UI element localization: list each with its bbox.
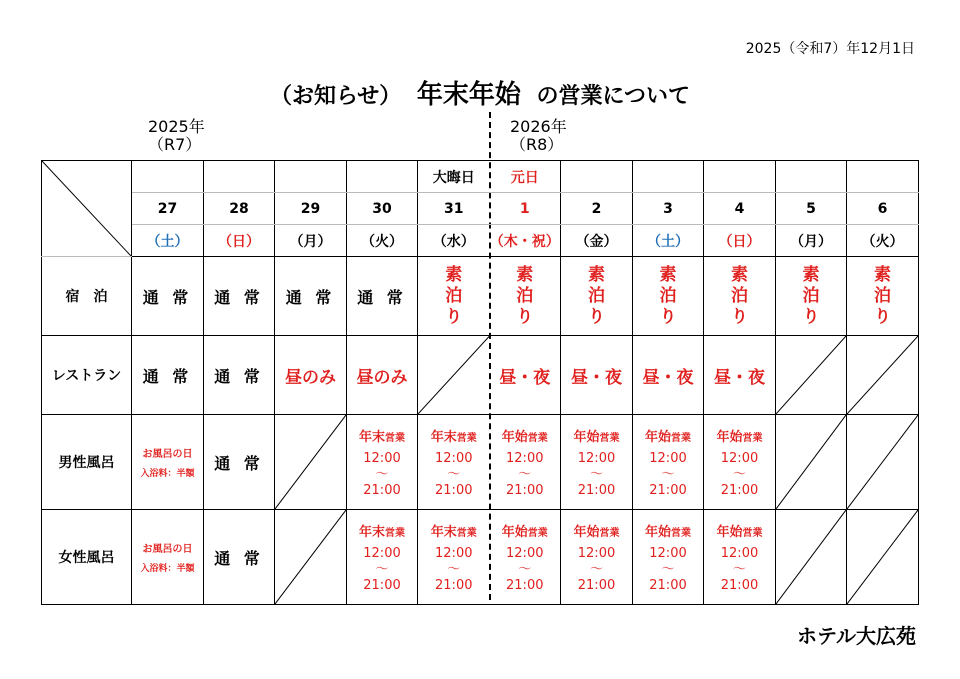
title-main: 年末年始 — [416, 80, 521, 110]
day-number-row — [42, 193, 919, 225]
weekday-label: （月） — [776, 225, 847, 257]
restaurant-normal: 通 常 — [132, 336, 204, 415]
womens-bath-closed — [776, 510, 847, 605]
holiday-cell — [776, 161, 847, 193]
mens-bath-new-year: 年始営業 12:00 ～ 21:00 — [490, 415, 561, 510]
restaurant-lunch-only: 昼のみ — [347, 336, 418, 415]
womens-bath-year-end: 年末営業 12:00 ～ 21:00 — [418, 510, 490, 605]
year-2026: 2026年 — [510, 117, 567, 136]
holiday-cell — [704, 161, 776, 193]
stay-room-only: 素 泊 り — [633, 257, 704, 336]
weekday-label: （日） — [704, 225, 776, 257]
schedule-table — [41, 160, 919, 605]
row-label-mens-bath: 男性風呂 — [42, 415, 132, 510]
restaurant-lunch-dinner: 昼・夜 — [633, 336, 704, 415]
weekday-label: （火） — [347, 225, 418, 257]
notice-date: 2025（令和7）年12月1日 — [745, 41, 915, 57]
holiday-cell — [561, 161, 633, 193]
holiday-cell — [275, 161, 347, 193]
weekday-label: （金） — [561, 225, 633, 257]
stay-normal: 通 常 — [347, 257, 418, 336]
womens-bath-new-year: 年始営業 12:00 ～ 21:00 — [561, 510, 633, 605]
era-r8: （R8） — [510, 135, 564, 154]
title-prefix: （お知らせ） — [269, 84, 402, 109]
year-2026-label — [510, 118, 567, 154]
restaurant-closed — [847, 336, 919, 415]
stay-row — [42, 257, 919, 336]
mens-bath-closed — [776, 415, 847, 510]
mens-bath-new-year: 年始営業 12:00 ～ 21:00 — [704, 415, 776, 510]
weekday-label: （火） — [847, 225, 919, 257]
title-suffix: の営業について — [536, 84, 691, 109]
womens-bath-new-year: 年始営業 12:00 ～ 21:00 — [704, 510, 776, 605]
holiday-cell — [633, 161, 704, 193]
holiday-cell — [847, 161, 919, 193]
day-number: 30 — [347, 193, 418, 225]
era-r7: （R7） — [148, 135, 202, 154]
weekday-row — [42, 225, 919, 257]
mens-bath-day: お風呂の日 入浴料：半額 — [132, 415, 204, 510]
womens-bath-new-year: 年始営業 12:00 ～ 21:00 — [490, 510, 561, 605]
hotel-name: ホテル大広苑 — [797, 624, 916, 648]
mens-bath-new-year: 年始営業 12:00 ～ 21:00 — [561, 415, 633, 510]
stay-room-only: 素 泊 り — [704, 257, 776, 336]
stay-room-only: 素 泊 り — [418, 257, 490, 336]
year-2025: 2025年 — [148, 117, 205, 136]
row-label-womens-bath: 女性風呂 — [42, 510, 132, 605]
day-number: 1 — [490, 193, 561, 225]
womens-bath-closed — [275, 510, 347, 605]
restaurant-normal: 通 常 — [204, 336, 275, 415]
holiday-cell — [204, 161, 275, 193]
mens-bath-closed — [275, 415, 347, 510]
day-number: 31 — [418, 193, 490, 225]
stay-room-only: 素 泊 り — [776, 257, 847, 336]
stay-room-only: 素 泊 り — [490, 257, 561, 336]
mens-bath-new-year: 年始営業 12:00 ～ 21:00 — [633, 415, 704, 510]
day-number: 3 — [633, 193, 704, 225]
stay-normal: 通 常 — [204, 257, 275, 336]
year-2025-label — [148, 118, 205, 154]
row-label-stay: 宿 泊 — [42, 257, 132, 336]
holiday-cell — [132, 161, 204, 193]
mens-bath-year-end: 年末営業 12:00 ～ 21:00 — [418, 415, 490, 510]
restaurant-lunch-dinner: 昼・夜 — [490, 336, 561, 415]
weekday-label: （日） — [204, 225, 275, 257]
row-label-restaurant: レストラン — [42, 336, 132, 415]
day-number: 28 — [204, 193, 275, 225]
day-number: 4 — [704, 193, 776, 225]
weekday-label: （土） — [633, 225, 704, 257]
mens-bath-row — [42, 415, 919, 510]
restaurant-lunch-dinner: 昼・夜 — [561, 336, 633, 415]
restaurant-closed — [418, 336, 490, 415]
womens-bath-normal: 通 常 — [204, 510, 275, 605]
stay-room-only: 素 泊 り — [847, 257, 919, 336]
day-number: 6 — [847, 193, 919, 225]
stay-room-only: 素 泊 り — [561, 257, 633, 336]
holiday-cell — [347, 161, 418, 193]
womens-bath-new-year: 年始営業 12:00 ～ 21:00 — [633, 510, 704, 605]
mens-bath-year-end: 年末営業 12:00 ～ 21:00 — [347, 415, 418, 510]
weekday-label: （水） — [418, 225, 490, 257]
holiday-cell-omisoka: 大晦日 — [418, 161, 490, 193]
restaurant-row — [42, 336, 919, 415]
weekday-label: （月） — [275, 225, 347, 257]
womens-bath-year-end: 年末営業 12:00 ～ 21:00 — [347, 510, 418, 605]
day-number: 2 — [561, 193, 633, 225]
table-corner — [42, 161, 132, 257]
day-number: 27 — [132, 193, 204, 225]
restaurant-lunch-dinner: 昼・夜 — [704, 336, 776, 415]
weekday-label: （土） — [132, 225, 204, 257]
womens-bath-day: お風呂の日 入浴料：半額 — [132, 510, 204, 605]
holiday-row — [42, 161, 919, 193]
day-number: 5 — [776, 193, 847, 225]
page-title — [0, 74, 960, 111]
womens-bath-closed — [847, 510, 919, 605]
womens-bath-row — [42, 510, 919, 605]
day-number: 29 — [275, 193, 347, 225]
holiday-cell-ganjitsu: 元日 — [490, 161, 561, 193]
restaurant-closed — [776, 336, 847, 415]
stay-normal: 通 常 — [275, 257, 347, 336]
restaurant-lunch-only: 昼のみ — [275, 336, 347, 415]
mens-bath-closed — [847, 415, 919, 510]
stay-normal: 通 常 — [132, 257, 204, 336]
mens-bath-normal: 通 常 — [204, 415, 275, 510]
weekday-label: （木・祝） — [490, 225, 561, 257]
